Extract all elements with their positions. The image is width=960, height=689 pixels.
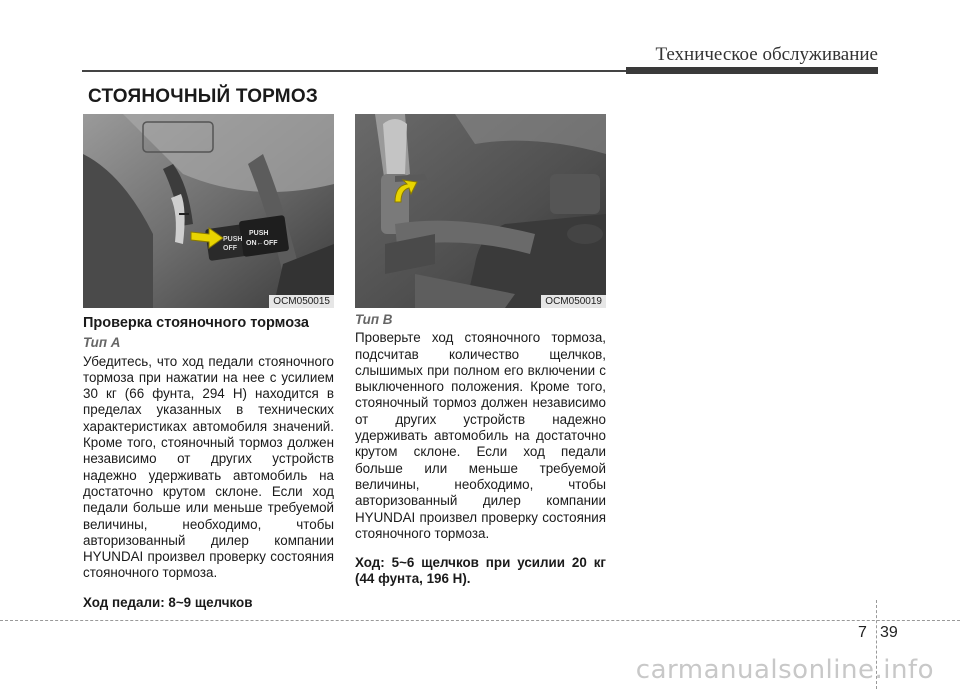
parking-brake-pedal-photo (83, 114, 334, 308)
body-paragraph: Убедитесь, что ход педали стояночного тормоза при нажатии на нее с усилием 30 кг (66 фунта, 294 Н) находится в пределах указанных в технических характеристиках автомобиля значений. Кроме того, стояночный тормоз должен независимо от других устройств надежно удерживать автомобиль на достаточно крутом склоне. Если ход педали больше или меньше требуемой величины, необходимо, чтобы авторизованный дилер компании HYUNDAI произвел проверку состояния стояночного тормоза. (83, 353, 334, 581)
figure-code: OCM050019 (541, 295, 606, 308)
header-accent-bar (626, 67, 878, 74)
chapter-header-title: Техническое обслуживание (655, 44, 878, 65)
left-column (83, 312, 334, 611)
subsection-heading: Проверка стояночного тормоза (83, 315, 309, 331)
pedal-illustration (83, 114, 334, 308)
parking-brake-lever-photo (355, 114, 606, 308)
right-column (355, 312, 606, 588)
page-number: 39 (880, 624, 898, 641)
on-off-label-right: ON←OFF (246, 240, 278, 247)
lever-illustration (355, 114, 606, 308)
body-paragraph: Проверьте ход стояночного тормоза, подсчитав количество щелчков, слышимых при полном его включении с выключенного положения. Кроме того, стояночный тормоз должен независимо от других устройств надежно удерживать автомобиль на достаточно крутом склоне. Если ход педали больше или меньше требуемой величины, необходимо, чтобы авторизованный дилер компании HYUNDAI произвел проверку состояния стояночного тормоза. (355, 330, 606, 541)
figure-code: OCM050015 (269, 295, 334, 308)
watermark: carmanualsonline.info (635, 655, 934, 685)
push-label-left: PUSH (223, 236, 243, 243)
type-label: Тип В (355, 312, 393, 327)
off-label-left: OFF (223, 245, 237, 252)
footer-divider (0, 620, 960, 621)
spec-note: Ход: 5~6 щелчков при усилии 20 кг (44 фунта, 196 Н). (355, 555, 606, 587)
push-label-right: PUSH (249, 230, 269, 237)
spec-note: Ход педали: 8~9 щелчков (83, 594, 253, 610)
chapter-number: 7 (858, 624, 867, 641)
section-title: СТОЯНОЧНЫЙ ТОРМОЗ (88, 86, 318, 107)
type-label: Тип А (83, 335, 121, 351)
